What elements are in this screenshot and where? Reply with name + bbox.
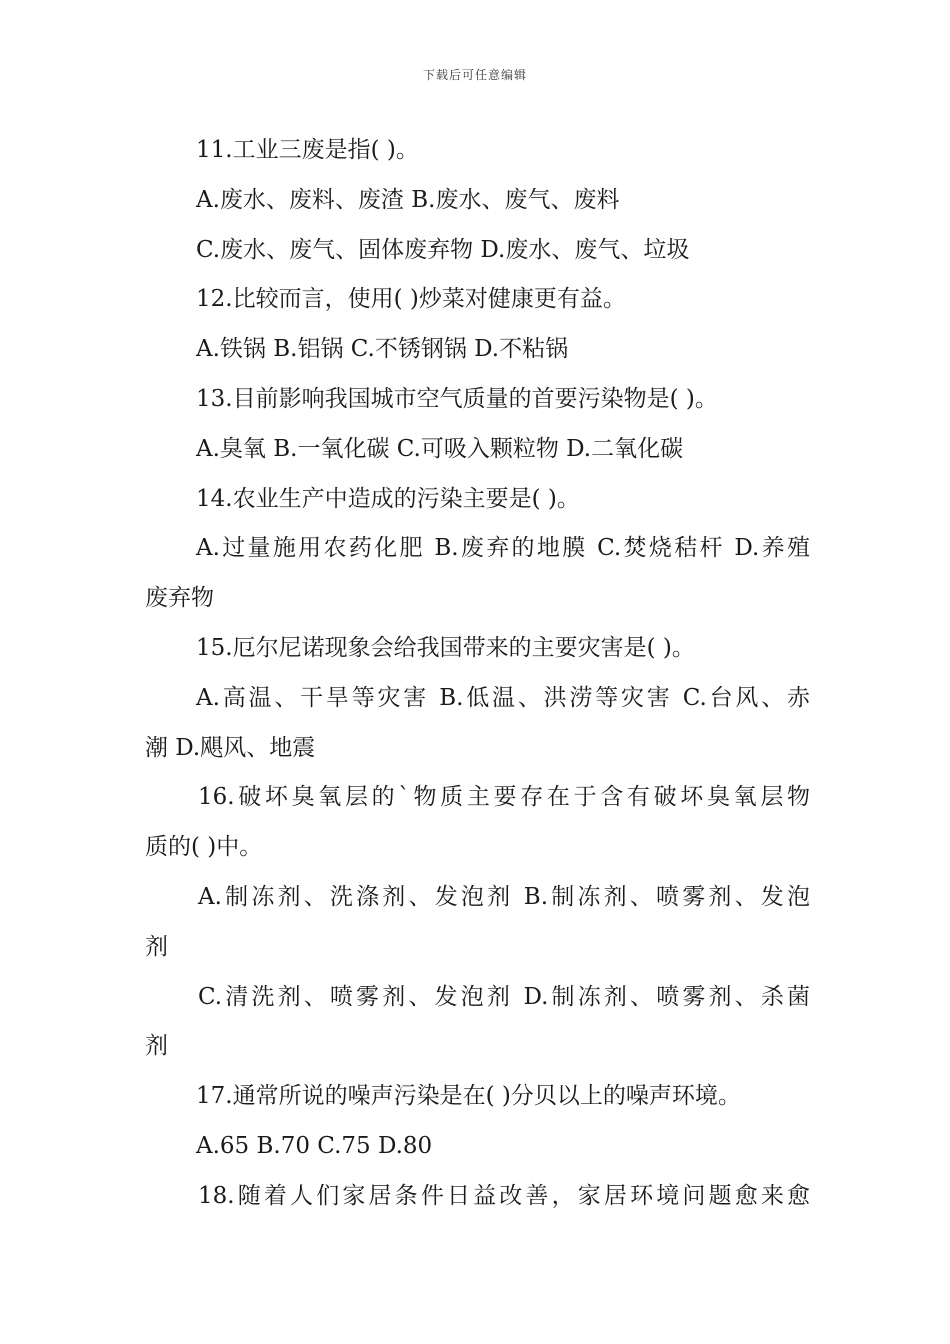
question-16-options-ab-cont: 剂: [145, 933, 168, 960]
question-14-options-cont: 废弃物: [145, 585, 214, 612]
question-11: 11.工业三废是指( )。: [196, 137, 419, 163]
question-content: [145, 126, 810, 1222]
question-17: 17.通常所说的噪声污染是在( )分贝以上的噪声环境。: [196, 1083, 741, 1110]
question-18: 18.随着人们家居条件日益改善，家居环境问题愈来愈: [198, 1182, 810, 1209]
question-16-cont: 质的( )中。: [145, 834, 263, 861]
question-12: 12.比较而言，使用( )炒菜对健康更有益。: [196, 286, 626, 313]
question-11-options-ab: A.废水、废料、废渣 B.废水、废气、废料: [196, 186, 620, 213]
question-16-options-cd: C.清洗剂、喷雾剂、发泡剂 D.制冻剂、喷雾剂、杀菌: [198, 983, 810, 1010]
question-15-options-cont: 潮 D.飓风、地震: [145, 734, 316, 761]
question-15: 15.厄尔尼诺现象会给我国带来的主要灾害是( )。: [196, 634, 695, 661]
question-14-options: A.过量施用农药化肥 B.废弃的地膜 C.焚烧秸杆 D.养殖: [196, 535, 810, 562]
question-13-options: A.臭氧 B.一氧化碳 C.可吸入颗粒物 D.二氧化碳: [196, 435, 684, 462]
question-16-options-ab: A.制冻剂、洗涤剂、发泡剂 B.制冻剂、喷雾剂、发泡: [198, 883, 810, 910]
question-12-options: A.铁锅 B.铝锅 C.不锈钢锅 D.不粘锅: [196, 336, 569, 363]
question-11-options-cd: C.废水、废气、固体废弃物 D.废水、废气、垃圾: [196, 236, 690, 263]
question-15-options: A.高温、干旱等灾害 B.低温、洪涝等灾害 C.台风、赤: [196, 684, 810, 711]
question-13: 13.目前影响我国城市空气质量的首要污染物是( )。: [196, 385, 718, 412]
question-14: 14.农业生产中造成的污染主要是( )。: [196, 485, 580, 512]
page-header: 下载后可任意编辑: [422, 68, 527, 82]
question-17-options: A.65 B.70 C.75 D.80: [196, 1132, 433, 1159]
question-16-options-cd-cont: 剂: [145, 1033, 168, 1060]
question-16: 16.破坏臭氧层的`物质主要存在于含有破坏臭氧层物: [198, 784, 810, 811]
